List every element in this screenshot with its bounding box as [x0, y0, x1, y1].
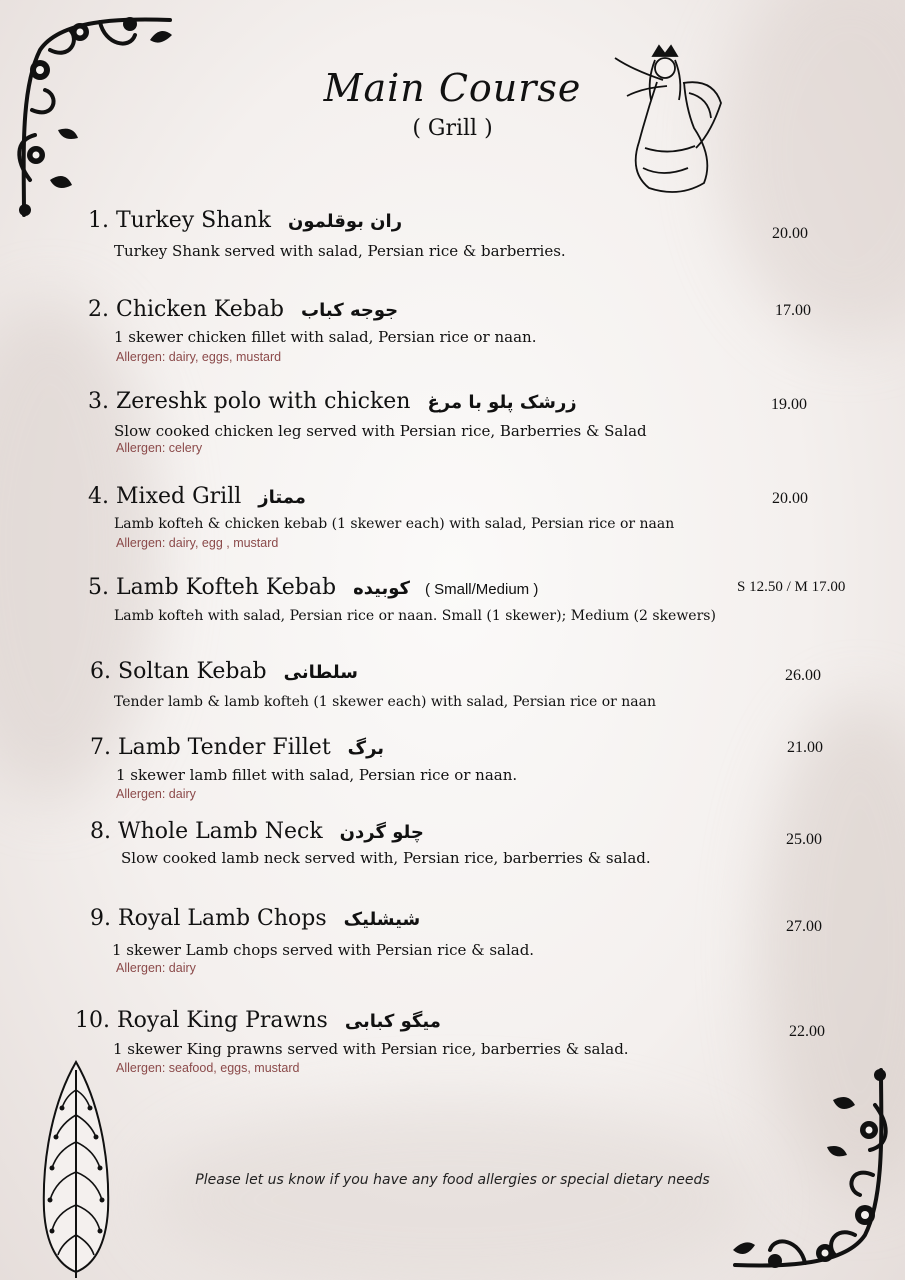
- item-description: Tender lamb & lamb kofteh (1 skewer each) with salad, Persian rice or naan: [114, 694, 656, 710]
- floral-corner-icon: [725, 1060, 895, 1275]
- item-title: [88, 389, 577, 414]
- item-price: S 12.50 / M 17.00: [737, 579, 846, 595]
- item-description: 1 skewer Lamb chops served with Persian rice & salad.: [112, 941, 535, 959]
- item-allergen: Allergen: dairy: [116, 961, 196, 975]
- item-persian-name: برگ: [347, 738, 385, 759]
- item-number: 10.: [75, 1008, 110, 1033]
- item-number: 5.: [88, 575, 109, 600]
- item-name: Soltan Kebab: [118, 659, 267, 684]
- item-allergen: Allergen: dairy, egg , mustard: [116, 536, 279, 550]
- item-price: 26.00: [785, 667, 821, 684]
- item-number: 8.: [90, 819, 111, 844]
- item-title: [90, 906, 420, 931]
- item-price: 21.00: [787, 739, 823, 756]
- item-name: Chicken Kebab: [116, 297, 285, 322]
- item-number: 7.: [90, 735, 111, 760]
- page-subtitle: ( Grill ): [412, 116, 493, 141]
- item-persian-name: ران بوقلمون: [288, 211, 403, 232]
- item-title: [90, 819, 424, 844]
- item-name: Mixed Grill: [116, 484, 242, 509]
- item-persian-name: زرشک پلو با مرغ: [427, 392, 577, 413]
- item-allergen: Allergen: seafood, eggs, mustard: [116, 1061, 300, 1075]
- item-size-options: ( Small/Medium ): [424, 581, 539, 598]
- item-title: [88, 484, 306, 509]
- item-description: 1 skewer lamb fillet with salad, Persian rice or naan.: [116, 766, 518, 784]
- item-number: 1.: [88, 208, 109, 233]
- page-title: Main Course: [323, 66, 582, 110]
- item-persian-name: شیشلیک: [343, 909, 421, 930]
- item-number: 2.: [88, 297, 109, 322]
- item-persian-name: ممتاز: [258, 487, 306, 508]
- item-name: Whole Lamb Neck: [118, 819, 323, 844]
- background-wash: [720, 0, 905, 340]
- item-price: 19.00: [771, 396, 807, 413]
- item-persian-name: کوبیده: [353, 578, 410, 599]
- item-title: [75, 1008, 441, 1033]
- item-title: [88, 208, 402, 233]
- item-persian-name: چلو گردن: [339, 822, 424, 843]
- item-title: [88, 575, 538, 600]
- item-allergen: Allergen: dairy: [116, 787, 196, 801]
- item-number: 3.: [88, 389, 109, 414]
- background-wash: [150, 1100, 750, 1280]
- item-description: Lamb kofteh with salad, Persian rice or naan. Small (1 skewer); Medium (2 skewers): [114, 608, 716, 624]
- item-name: Turkey Shank: [116, 208, 271, 233]
- item-description: 1 skewer chicken fillet with salad, Persian rice or naan.: [114, 328, 537, 346]
- item-number: 4.: [88, 484, 109, 509]
- item-name: Royal King Prawns: [117, 1008, 328, 1033]
- item-persian-name: میگو کبابی: [344, 1011, 441, 1032]
- item-number: 9.: [90, 906, 111, 931]
- item-price: 20.00: [772, 225, 808, 242]
- item-name: Royal Lamb Chops: [118, 906, 327, 931]
- item-description: Lamb kofteh & chicken kebab (1 skewer each) with salad, Persian rice or naan: [114, 516, 675, 532]
- item-description: Slow cooked chicken leg served with Persian rice, Barberries & Salad: [114, 422, 647, 440]
- item-name: Lamb Tender Fillet: [118, 735, 331, 760]
- item-name: Lamb Kofteh Kebab: [116, 575, 337, 600]
- background-wash: [0, 300, 160, 800]
- item-description: 1 skewer King prawns served with Persian rice, barberries & salad.: [113, 1040, 629, 1058]
- item-persian-name: جوجه کباب: [301, 300, 399, 321]
- item-name: Zereshk polo with chicken: [116, 389, 411, 414]
- item-allergen: Allergen: dairy, eggs, mustard: [116, 350, 282, 364]
- item-price: 27.00: [786, 918, 822, 935]
- item-price: 17.00: [775, 302, 811, 319]
- item-title: [90, 735, 384, 760]
- item-description: Turkey Shank served with salad, Persian rice & barberries.: [114, 242, 566, 260]
- item-description: Slow cooked lamb neck served with, Persian rice, barberries & salad.: [121, 849, 651, 867]
- item-number: 6.: [90, 659, 111, 684]
- item-allergen: Allergen: celery: [116, 441, 203, 455]
- item-persian-name: سلطانی: [283, 662, 358, 683]
- cypress-tree-icon: [36, 1060, 116, 1280]
- item-price: 20.00: [772, 490, 808, 507]
- item-price: 25.00: [786, 831, 822, 848]
- item-title: [90, 659, 358, 684]
- item-title: [88, 297, 398, 322]
- allergy-note: Please let us know if you have any food allergies or special dietary needs: [195, 1172, 710, 1188]
- item-price: 22.00: [789, 1023, 825, 1040]
